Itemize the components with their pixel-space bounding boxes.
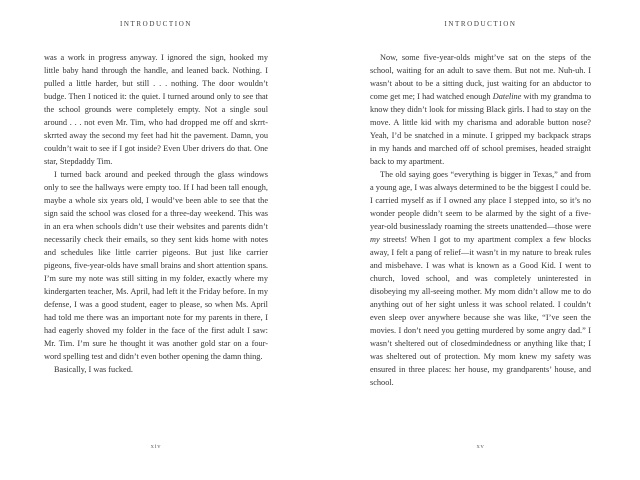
paragraph: The old saying goes “everything is bigger in Texas,” and from a young age, I was always determined to be the biggest I could be. I carried myself as if I owned any place I stepped into, so it’s no wonder people didn’t seem to be alarmed by the sight of a five-year-old businesslady roaming the streets unattended—those were my streets! When I got to my apartment complex a few blocks away, I felt a pang of relief—it wasn’t in my nature to break rules and misbehave. I was what is known as a Good Kid. I went to church, loved school, and was completely uninterested in disobeying my all-seeing mother. My mom didn’t allow me to do anything out of her sight unless it was school related. I couldn’t even sleep over anywhere because she was like, “I’ve seen the movies. I don’t need you getting murdered by some angry dad.” I wasn’t sheltered out of closedmindedness or anything like that; I was sheltered out of protection. My mom knew my safety was ensured in three places: her house, my grandparents’ house, and school.	[370, 170, 591, 387]
running-head-left: INTRODUCTION	[119, 20, 193, 28]
paragraph: Basically, I was fucked.	[54, 365, 133, 374]
running-head-right: INTRODUCTION	[444, 20, 517, 28]
left-page-body	[44, 51, 268, 376]
paragraph: was a work in progress anyway. I ignored the sign, hooked my little baby hand through the handle, and leaned back. Nothing. I pulled a little harder, but still . . . nothing. The door wouldn’t budge. Then I noticed it: the quiet. I turned around only to see that the school grounds were completely empty. Not a single soul around . . . not even Mr. Tim, who had dropped me off and skrrt-skrrted away the second my feet had hit the pavement. Damn, you couldn’t wait to see if I got inside? Even Uber drivers do that. One star, Stepdaddy Tim.	[44, 53, 268, 166]
right-page-body	[370, 51, 591, 389]
paragraph: Now, some five-year-olds might’ve sat on the steps of the school, waiting for an adult to save them. But not me. Nuh-uh. I wasn’t about to be a sitting duck, just waiting for an abductor to come get me; I had watched enough Dateline with my grandma to know they didn’t look for missing Black girls. I had to stay on the move. A little kid with my charisma and adorable button nose? Yeah, I’d be snatched in a minute. I gripped my backpack straps in my hands and marched off of school premises, headed straight back to my apartment.	[370, 53, 592, 166]
page-number-left: xiv	[150, 443, 162, 450]
right-page	[320, 0, 640, 480]
page-number-right: xv	[476, 443, 485, 450]
paragraph: I turned back around and peeked through the glass windows only to see the hallways were empty too. If I had been tall enough, maybe a whole six years old, I would’ve been able to see that the sign said the school was closed for a three-day weekend. This was in an era when schools didn’t use their websites and parents didn’t necessarily check their emails, so they sent kids home with notes and schedules like little carrier pigeons. But just like carrier pigeons, five-year-olds have small brains and short attention spans. I’m sure my note was still sitting in my folder, exactly where my kindergarten teacher, Ms. April, had left it the Friday before. In my defense, I was a good student, eager to please, so when Ms. April had told me there was an important note for my parents in there, I had eagerly shoved my folder in the face of the first adult I saw: Mr. Tim. I’m sure he thought it was another gold star on a four-word spelling test and didn’t even bother opening the damn thing.	[44, 170, 268, 361]
